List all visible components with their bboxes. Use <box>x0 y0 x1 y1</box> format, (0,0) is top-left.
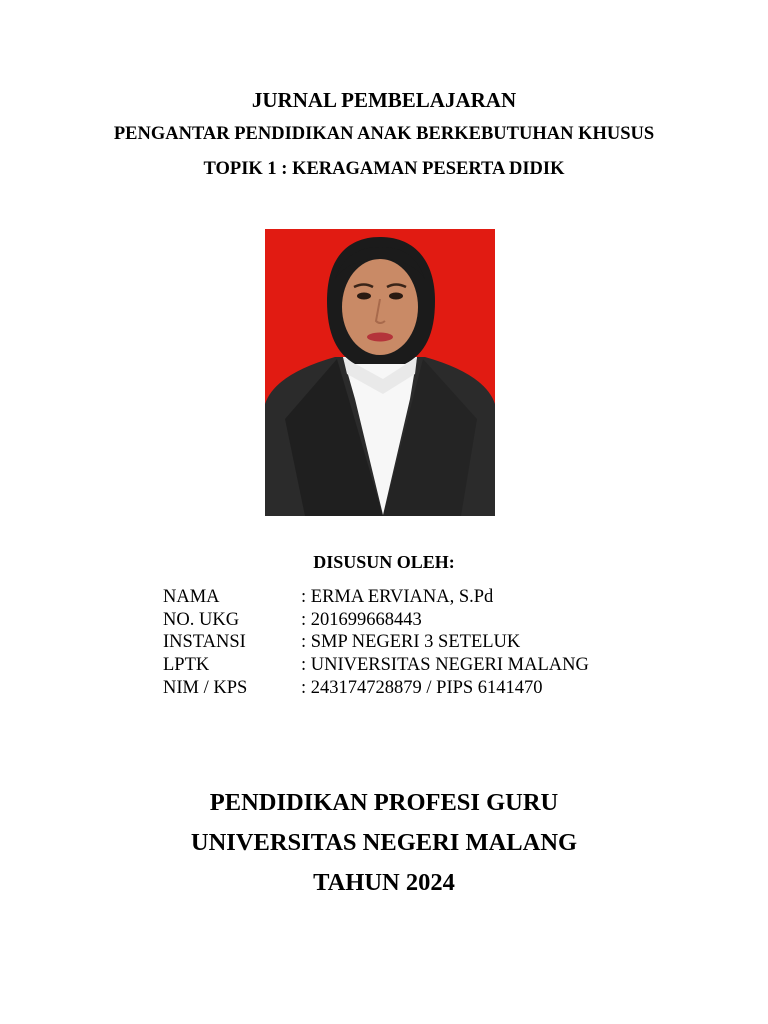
info-value: : 201699668443 <box>301 609 422 630</box>
info-value: : 243174728879 / PIPS 6141470 <box>301 677 543 698</box>
info-label: NIM / KPS <box>163 677 248 698</box>
author-info-table <box>163 586 589 700</box>
document-title: JURNAL PEMBELAJARAN <box>251 88 517 112</box>
info-label: INSTANSI <box>163 632 246 653</box>
info-row-ukg <box>163 609 589 632</box>
info-row-lptk <box>163 654 589 677</box>
info-label: LPTK <box>163 655 210 676</box>
info-label: NAMA <box>163 587 220 607</box>
course-title: PENGANTAR PENDIDIKAN ANAK BERKEBUTUHAN KHUSUS <box>113 124 655 144</box>
info-row-nim <box>163 677 589 700</box>
program-name: PENDIDIKAN PROFESI GURU <box>209 789 559 816</box>
info-value: : SMP NEGERI 3 SETELUK <box>301 632 521 653</box>
author-heading: DISUSUN OLEH: <box>313 552 455 572</box>
university-name: UNIVERSITAS NEGERI MALANG <box>190 829 578 856</box>
info-row-instansi <box>163 631 589 654</box>
author-photo <box>265 229 495 516</box>
info-value: : UNIVERSITAS NEGERI MALANG <box>301 655 589 676</box>
info-value: : ERMA ERVIANA, S.Pd <box>301 587 494 607</box>
info-row-name <box>163 586 589 609</box>
info-label: NO. UKG <box>163 609 240 630</box>
year: TAHUN 2024 <box>313 869 455 896</box>
topic-title: TOPIK 1 : KERAGAMAN PESERTA DIDIK <box>203 159 565 179</box>
